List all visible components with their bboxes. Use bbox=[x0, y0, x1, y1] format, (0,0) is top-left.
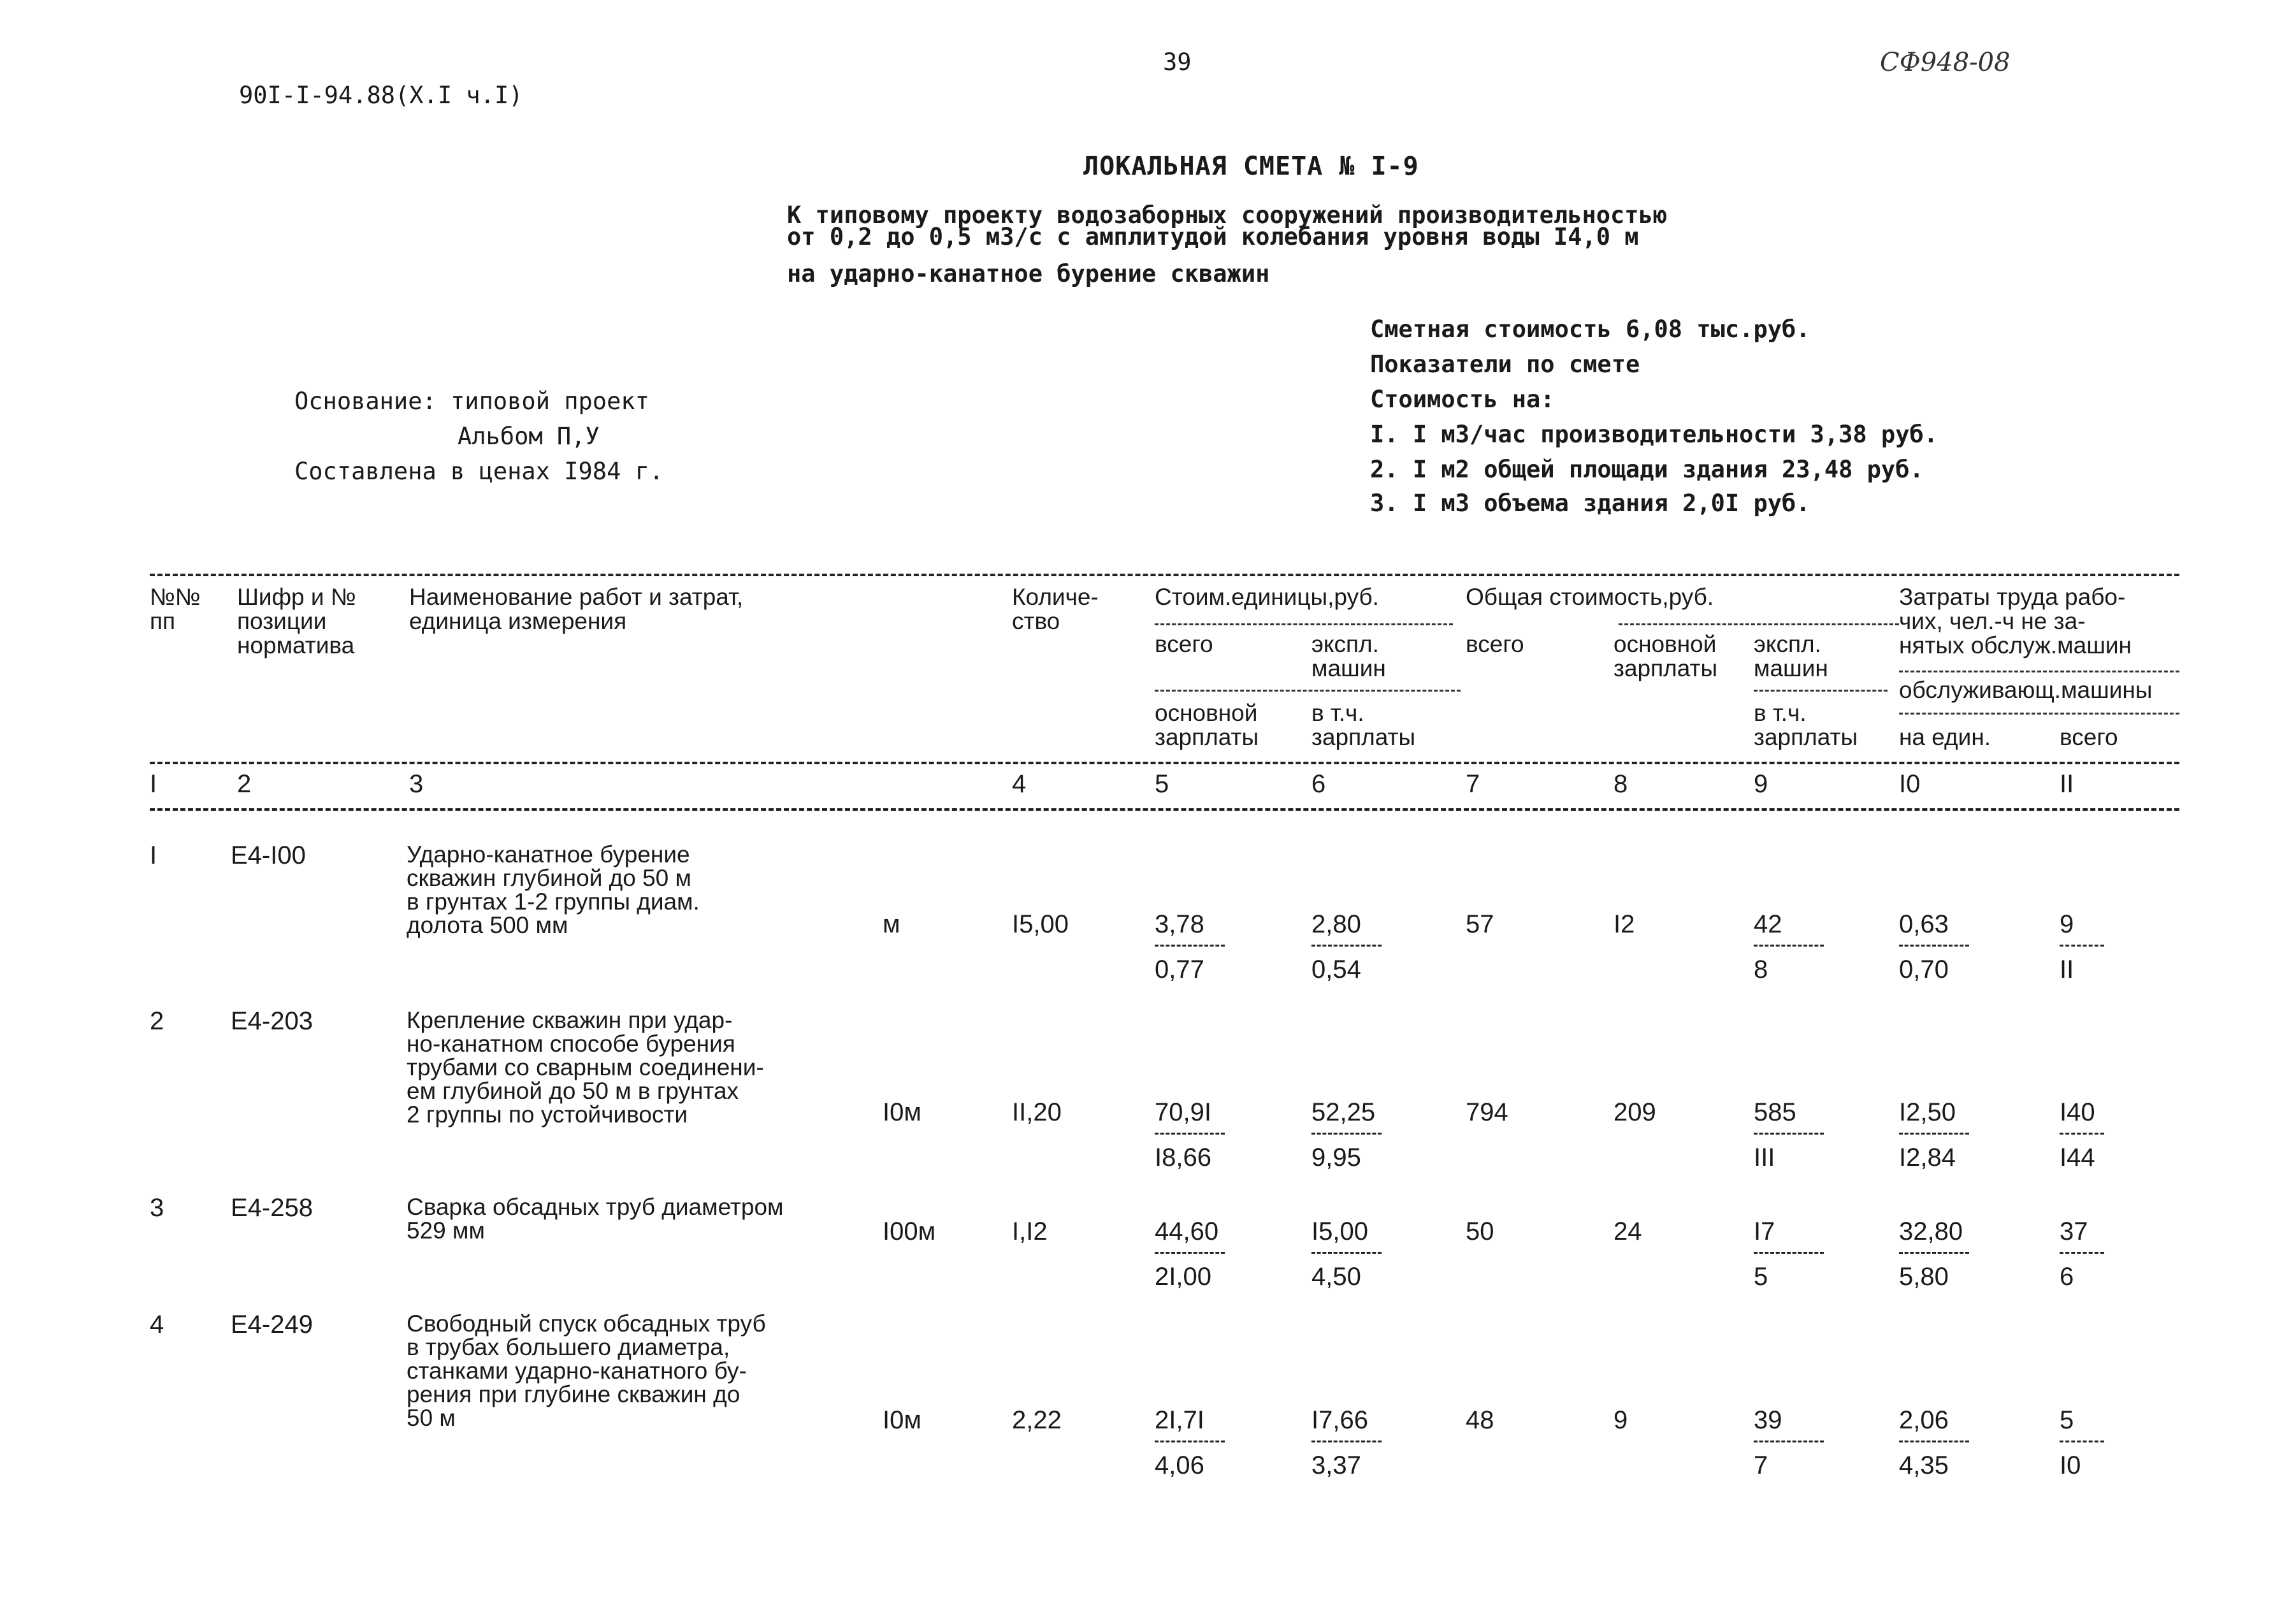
header-total-all: всего bbox=[1466, 631, 1524, 657]
subtitle-line-2: от 0,2 до 0,5 м3/с с амплитудой колебания уровня воды I4,0 м bbox=[787, 223, 1639, 250]
labor-unit-numerator: I2,50 bbox=[1899, 1098, 1956, 1126]
unit-mach-and-incl bbox=[1311, 911, 1394, 982]
basis-line-2: Альбом П,У bbox=[458, 423, 600, 450]
labor-unit-denominator: 0,70 bbox=[1899, 955, 1949, 984]
row-num: I bbox=[150, 841, 157, 869]
column-number: 8 bbox=[1614, 770, 1628, 798]
row-total-basic: I2 bbox=[1614, 910, 1635, 938]
total-mach-and-incl-fraction-bar bbox=[1754, 1133, 1824, 1135]
total-mach-and-incl-numerator: 585 bbox=[1754, 1098, 1796, 1126]
column-number: 2 bbox=[237, 770, 252, 798]
unit-total-and-basic-denominator: 4,06 bbox=[1155, 1451, 1204, 1479]
unit-total-and-basic-numerator: 44,60 bbox=[1155, 1217, 1219, 1245]
header-num: №№ пп bbox=[150, 584, 201, 634]
row-total-basic: 24 bbox=[1614, 1217, 1642, 1245]
labor-unit-numerator: 0,63 bbox=[1899, 910, 1949, 938]
row-description: Свободный спуск обсадных труб в трубах большего диаметра, станками ударно-канатного бу- рения при глубине скважин до 50 м bbox=[407, 1310, 766, 1431]
labor-total-fraction-bar bbox=[2060, 1441, 2104, 1442]
labor-total bbox=[2060, 911, 2111, 982]
labor-unit bbox=[1899, 911, 1982, 982]
labor-total-numerator: 37 bbox=[2060, 1217, 2088, 1245]
indicator-2: 2. I м2 общей площади здания 23,48 руб. bbox=[1370, 456, 1924, 483]
total-mach-and-incl bbox=[1754, 911, 1837, 982]
unit-total-and-basic-fraction-bar bbox=[1155, 1441, 1225, 1442]
row-num: 3 bbox=[150, 1194, 164, 1222]
labor-unit-fraction-bar bbox=[1899, 1441, 1969, 1442]
row-qty: 2,22 bbox=[1012, 1406, 1062, 1434]
row-total-all: 50 bbox=[1466, 1217, 1494, 1245]
unit-total-and-basic bbox=[1155, 1407, 1238, 1478]
column-number: 9 bbox=[1754, 770, 1768, 798]
unit-mach-and-incl bbox=[1311, 1100, 1394, 1170]
column-number: I0 bbox=[1899, 770, 1921, 798]
total-mach-and-incl-numerator: I7 bbox=[1754, 1217, 1775, 1245]
column-number: 6 bbox=[1311, 770, 1326, 798]
unit-mach-and-incl-denominator: 0,54 bbox=[1311, 955, 1361, 984]
subtitle-line-3: на ударно-канатное бурение скважин bbox=[787, 260, 1270, 287]
unit-total-and-basic-fraction-bar bbox=[1155, 1133, 1225, 1135]
unit-total-and-basic-numerator: 2I,7I bbox=[1155, 1406, 1204, 1434]
total-mach-and-incl bbox=[1754, 1407, 1837, 1478]
page-title: ЛОКАЛЬНАЯ СМЕТА № I-9 bbox=[1083, 152, 1419, 181]
labor-unit-denominator: 5,80 bbox=[1899, 1263, 1949, 1291]
unit-total-and-basic bbox=[1155, 1219, 1238, 1289]
unit-mach-and-incl-fraction-bar bbox=[1311, 1252, 1382, 1254]
column-number: 5 bbox=[1155, 770, 1169, 798]
row-num: 4 bbox=[150, 1310, 164, 1339]
labor-total-denominator: I44 bbox=[2060, 1143, 2095, 1172]
row-unit: м bbox=[883, 910, 900, 938]
row-code: E4-I00 bbox=[231, 841, 306, 869]
unit-total-and-basic-fraction-bar bbox=[1155, 1252, 1225, 1254]
estimate-cost: Сметная стоимость 6,08 тыс.руб. bbox=[1370, 316, 1810, 343]
row-code: E4-203 bbox=[231, 1007, 313, 1035]
header-name: Наименование работ и затрат, единица измерения bbox=[409, 584, 744, 634]
total-mach-and-incl-denominator: 5 bbox=[1754, 1263, 1768, 1291]
labor-total-fraction-bar bbox=[2060, 945, 2104, 947]
unit-mach-and-incl-denominator: 4,50 bbox=[1311, 1263, 1361, 1291]
unit-mach-and-incl-fraction-bar bbox=[1311, 1441, 1382, 1442]
row-qty: I,I2 bbox=[1012, 1217, 1048, 1245]
unit-mach-and-incl-denominator: 9,95 bbox=[1311, 1143, 1361, 1172]
labor-total-fraction-bar bbox=[2060, 1133, 2104, 1135]
unit-mach-and-incl-fraction-bar bbox=[1311, 945, 1382, 947]
unit-total-and-basic-denominator: 0,77 bbox=[1155, 955, 1204, 984]
labor-sub-rule-2 bbox=[1899, 713, 2179, 715]
row-num: 2 bbox=[150, 1007, 164, 1035]
labor-unit-numerator: 2,06 bbox=[1899, 1406, 1949, 1434]
header-unit-cost: Стоим.единицы,руб. bbox=[1155, 584, 1379, 610]
labor-unit bbox=[1899, 1100, 1982, 1170]
labor-total-fraction-bar bbox=[2060, 1252, 2104, 1254]
unit-mach-and-incl bbox=[1311, 1219, 1394, 1289]
subtitle-line-1: К типовому проекту водозаборных сооружений производительностью bbox=[787, 201, 1668, 229]
row-total-all: 48 bbox=[1466, 1406, 1494, 1434]
column-number: 7 bbox=[1466, 770, 1480, 798]
unit-cost-sub-rule-2 bbox=[1155, 690, 1461, 692]
header-labor: Затраты труда рабо- чих, чел.-ч не за- нятых обслуж.машин bbox=[1899, 584, 2132, 658]
labor-unit-fraction-bar bbox=[1899, 1252, 1969, 1254]
labor-total-numerator: 5 bbox=[2060, 1406, 2074, 1434]
indicator-3: 3. I м3 объема здания 2,0I руб. bbox=[1370, 490, 1810, 517]
total-cost-sub-rule bbox=[1619, 623, 1899, 625]
labor-unit bbox=[1899, 1407, 1982, 1478]
unit-total-and-basic bbox=[1155, 911, 1238, 982]
header-code: Шифр и № позиции норматива bbox=[237, 584, 356, 658]
indicator-1: I. I м3/час производительности 3,38 руб. bbox=[1370, 421, 1939, 448]
row-total-all: 57 bbox=[1466, 910, 1494, 938]
labor-total-denominator: 6 bbox=[2060, 1263, 2074, 1291]
labor-unit-fraction-bar bbox=[1899, 1133, 1969, 1135]
labor-total-numerator: 9 bbox=[2060, 910, 2074, 938]
unit-cost-sub-rule bbox=[1155, 623, 1453, 625]
header-total-mach: экспл. машин bbox=[1754, 631, 1828, 681]
labor-total-denominator: I0 bbox=[2060, 1451, 2081, 1479]
header-unit-total: всего bbox=[1155, 631, 1213, 657]
total-mach-and-incl-denominator: 8 bbox=[1754, 955, 1768, 984]
unit-mach-and-incl bbox=[1311, 1407, 1394, 1478]
header-qty: Количе- ство bbox=[1012, 584, 1099, 634]
header-unit-incl: в т.ч. зарплаты bbox=[1311, 700, 1416, 750]
header-labor-service: обслуживающ.машины bbox=[1899, 677, 2153, 703]
total-mach-and-incl-denominator: 7 bbox=[1754, 1451, 1768, 1479]
total-mach-and-incl-denominator: III bbox=[1754, 1143, 1775, 1172]
document-code: 90I-I-94.88(X.I ч.I) bbox=[239, 82, 523, 109]
column-number: I bbox=[150, 770, 157, 798]
cost-for-label: Стоимость на: bbox=[1370, 386, 1555, 413]
total-mach-and-incl bbox=[1754, 1219, 1837, 1289]
row-unit: I00м bbox=[883, 1217, 936, 1245]
total-mach-and-incl-numerator: 39 bbox=[1754, 1406, 1782, 1434]
row-description: Крепление скважин при удар- но-канатном способе бурения трубами со сварным соединени- ем глубиной до 50 м в грунтах 2 группы по устойчивости bbox=[407, 1007, 764, 1128]
column-number: 3 bbox=[409, 770, 424, 798]
labor-unit-fraction-bar bbox=[1899, 945, 1969, 947]
column-number: II bbox=[2060, 770, 2074, 798]
header-total-basic: основной зарплаты bbox=[1614, 631, 1718, 681]
row-description: Ударно-канатное бурение скважин глубиной до 50 м в грунтах 1-2 группы диам. долота 500 мм bbox=[407, 841, 700, 938]
unit-mach-and-incl-numerator: I5,00 bbox=[1311, 1217, 1368, 1245]
labor-total bbox=[2060, 1100, 2111, 1170]
table-top-rule bbox=[150, 574, 2179, 576]
unit-total-and-basic-numerator: 70,9I bbox=[1155, 1098, 1211, 1126]
labor-sub-rule bbox=[1899, 671, 2179, 672]
labor-unit-denominator: I2,84 bbox=[1899, 1143, 1956, 1172]
basis-line-1: Основание: типовой проект bbox=[294, 388, 649, 415]
labor-total-numerator: I40 bbox=[2060, 1098, 2095, 1126]
labor-unit-numerator: 32,80 bbox=[1899, 1217, 1963, 1245]
row-description: Сварка обсадных труб диаметром 529 мм bbox=[407, 1194, 784, 1244]
unit-mach-and-incl-numerator: I7,66 bbox=[1311, 1406, 1368, 1434]
total-mach-sub-rule bbox=[1754, 690, 1888, 692]
unit-total-and-basic-fraction-bar bbox=[1155, 945, 1225, 947]
total-mach-and-incl-fraction-bar bbox=[1754, 1252, 1824, 1254]
header-total-incl: в т.ч. зарплаты bbox=[1754, 700, 1858, 750]
labor-total-denominator: II bbox=[2060, 955, 2074, 984]
total-mach-and-incl-fraction-bar bbox=[1754, 1441, 1824, 1442]
unit-mach-and-incl-denominator: 3,37 bbox=[1311, 1451, 1361, 1479]
row-total-basic: 209 bbox=[1614, 1098, 1656, 1126]
column-number: 4 bbox=[1012, 770, 1027, 798]
total-mach-and-incl bbox=[1754, 1100, 1837, 1170]
row-qty: II,20 bbox=[1012, 1098, 1062, 1126]
unit-total-and-basic-denominator: I8,66 bbox=[1155, 1143, 1211, 1172]
labor-total bbox=[2060, 1407, 2111, 1478]
total-mach-and-incl-numerator: 42 bbox=[1754, 910, 1782, 938]
header-total-cost: Общая стоимость,руб. bbox=[1466, 584, 1714, 610]
labor-unit bbox=[1899, 1219, 1982, 1289]
labor-unit-denominator: 4,35 bbox=[1899, 1451, 1949, 1479]
row-unit: I0м bbox=[883, 1406, 921, 1434]
header-labor-total: всего bbox=[2060, 724, 2118, 750]
row-total-all: 794 bbox=[1466, 1098, 1508, 1126]
page-number: 39 bbox=[1163, 48, 1192, 76]
unit-mach-and-incl-fraction-bar bbox=[1311, 1133, 1382, 1135]
header-bottom-rule bbox=[150, 762, 2179, 764]
estimate-indicators: Показатели по смете bbox=[1370, 351, 1640, 378]
labor-total bbox=[2060, 1219, 2111, 1289]
row-code: E4-258 bbox=[231, 1194, 313, 1222]
unit-mach-and-incl-numerator: 2,80 bbox=[1311, 910, 1361, 938]
row-qty: I5,00 bbox=[1012, 910, 1069, 938]
header-unit-basic: основной зарплаты bbox=[1155, 700, 1259, 750]
unit-total-and-basic-denominator: 2I,00 bbox=[1155, 1263, 1211, 1291]
total-mach-and-incl-fraction-bar bbox=[1754, 945, 1824, 947]
row-code: E4-249 bbox=[231, 1310, 313, 1339]
unit-total-and-basic-numerator: 3,78 bbox=[1155, 910, 1204, 938]
row-unit: I0м bbox=[883, 1098, 921, 1126]
unit-mach-and-incl-numerator: 52,25 bbox=[1311, 1098, 1376, 1126]
row-total-basic: 9 bbox=[1614, 1406, 1628, 1434]
header-unit-mach: экспл. машин bbox=[1311, 631, 1386, 681]
column-numbers-rule bbox=[150, 808, 2179, 811]
handwritten-code: СФ948-08 bbox=[1880, 48, 2011, 77]
basis-line-3: Составлена в ценах I984 г. bbox=[294, 458, 664, 485]
header-labor-unit: на един. bbox=[1899, 724, 1991, 750]
unit-total-and-basic bbox=[1155, 1100, 1238, 1170]
